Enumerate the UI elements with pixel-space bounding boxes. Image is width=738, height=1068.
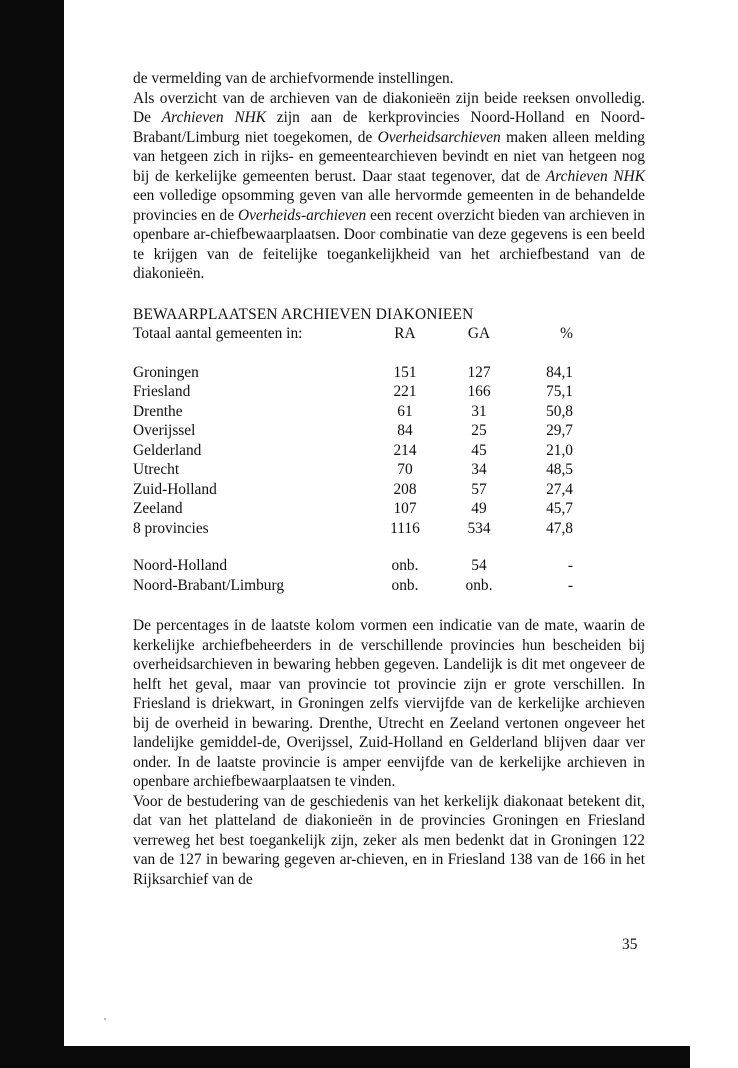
row-ra: 61: [397, 402, 413, 420]
row-province: Zuid-Holland: [133, 480, 217, 498]
row-province: Drenthe: [133, 402, 183, 420]
row-ra: onb.: [391, 557, 419, 574]
table-row: [133, 421, 645, 441]
row-province: Zeeland: [133, 500, 183, 517]
page-body: [133, 69, 645, 889]
row-pct: -: [567, 576, 573, 594]
table-row: [133, 382, 645, 402]
page-number: 35: [622, 936, 638, 953]
table-header-ga: GA: [467, 325, 491, 342]
paragraph-1: de vermelding van de archiefvormende instellingen.: [133, 70, 454, 87]
row-ga: 31: [471, 402, 487, 420]
title-archieven-nhk: Archieven NHK: [161, 109, 266, 126]
row-ra: 107: [393, 500, 417, 517]
row-province: Utrecht: [133, 461, 180, 478]
table-header-pct: %: [560, 325, 573, 342]
table-row: [133, 460, 645, 480]
row-pct: 84,1: [546, 363, 573, 381]
row-province: Overijssel: [133, 422, 196, 439]
row-pct: 47,8: [546, 519, 573, 537]
row-pct: 21,0: [546, 441, 573, 459]
row-province: Groningen: [133, 363, 199, 381]
row-ra: 84: [397, 422, 413, 439]
row-province: Gelderland: [133, 441, 202, 459]
row-province: Noord-Brabant/Limburg: [133, 576, 285, 594]
table-row: [133, 519, 645, 539]
scan-bottom-border: [64, 1046, 690, 1068]
row-ga: 166: [467, 383, 491, 400]
table-header-row: [133, 324, 645, 344]
table-row: [133, 499, 645, 519]
row-ga: 49: [471, 500, 487, 517]
row-ra: 214: [393, 441, 417, 459]
table-extra-body: [133, 556, 645, 595]
row-ga: 34: [471, 461, 487, 478]
row-pct: 48,5: [546, 461, 573, 478]
table-header-ra: RA: [394, 325, 416, 342]
row-ga: 534: [467, 519, 491, 537]
paragraph-2: Als overzicht van de archieven van de diakonieën zijn beide reeksen onvolledig. De Archieven NHK zijn aan de kerkprovincies Noord-Holland en Noord-Brabant/Limburg niet toegekomen, de Overheidsarchieven maken alleen melding van hetgeen zich in rijks- en gemeentearchieven bevindt en niet van hetgeen nog bij de kerkelijke gemeenten berust. Daar staat tegenover, dat de Archieven NHK een volledige opsomming geven van alle hervormde gemeenten in de behandelde provincies en de Overheids-archieven een recent overzicht bieden van archieven in openbare ar-chiefbewaarplaatsen. Door combinatie van deze gegevens is een beeld te krijgen van de feitelijke toegankelijkheid van het archiefbestand van de diakonieën.: [133, 89, 646, 282]
row-ra: 151: [393, 363, 417, 381]
table-row: [133, 402, 645, 422]
row-ga: 127: [467, 363, 491, 381]
table-row: [133, 441, 645, 461]
row-ga: 25: [471, 422, 487, 439]
title-archieven-nhk-2: Archieven NHK: [545, 167, 645, 185]
row-pct: 45,7: [546, 500, 573, 517]
row-province: 8 provincies: [133, 519, 209, 537]
row-ga: onb.: [465, 576, 493, 594]
row-ga: 45: [471, 441, 487, 459]
table-row: [133, 363, 645, 383]
row-ra: 208: [393, 480, 417, 498]
row-ga: 54: [471, 557, 487, 574]
row-ra: 70: [397, 461, 413, 478]
table-title: BEWAARPLAATSEN ARCHIEVEN DIAKONIEEN: [133, 305, 474, 323]
table-header-label: Totaal aantal gemeenten in:: [133, 325, 303, 342]
scan-speck: [104, 1018, 106, 1020]
row-ra: 1116: [390, 519, 420, 537]
paragraph-4: Voor de bestudering van de geschiedenis van het kerkelijk diakonaat betekent dit, dat van het platteland de diakonieën in de provincies Groningen en Friesland verreweg het best toegankelijk zijn, zeker als men bedenkt dat in Groningen 122 van de 127 in bewaring gegeven ar-chieven, en in Friesland 138 van de 166 in het Rijksarchief van de: [133, 792, 645, 888]
row-province: Noord-Holland: [133, 557, 228, 574]
title-overheidsarchieven-2: Overheids-archieven: [237, 206, 367, 224]
row-pct: 50,8: [546, 402, 573, 420]
row-pct: 29,7: [546, 422, 573, 439]
row-province: Friesland: [133, 383, 191, 400]
row-pct: -: [567, 557, 573, 574]
table-row: [133, 556, 645, 576]
table-body: [133, 363, 645, 539]
title-overheidsarchieven: Overheidsarchieven: [377, 128, 501, 146]
table-row: [133, 480, 645, 500]
paragraph-3: De percentages in de laatste kolom vormen een indicatie van de mate, waarin de kerkelijke archiefbeheerders in de verschillende provincies hun bescheiden bij overheidsarchieven in bewaring hebben gegeven. Landelijk is dit met ongeveer de helft het geval, maar van provincie tot provincie zijn er grote verschillen. In Friesland is driekwart, in Groningen zelfs viervijfde van de kerkelijke archieven bij de overheid in bewaring. Drenthe, Utrecht en Zeeland vertonen ongeveer het landelijke gemiddel-de, Overijssel, Zuid-Holland en Gelderland blijven daar ver onder. In de laatste provincie is amper eenvijfde van de kerkelijke archieven in openbare archiefbewaarplaatsen te vinden.: [133, 617, 645, 790]
row-ra: 221: [393, 383, 417, 400]
scan-left-border: [0, 0, 64, 1068]
row-ga: 57: [471, 480, 487, 498]
table-row: [133, 576, 645, 596]
row-pct: 27,4: [546, 480, 573, 498]
row-ra: onb.: [391, 576, 419, 594]
row-pct: 75,1: [546, 383, 573, 400]
